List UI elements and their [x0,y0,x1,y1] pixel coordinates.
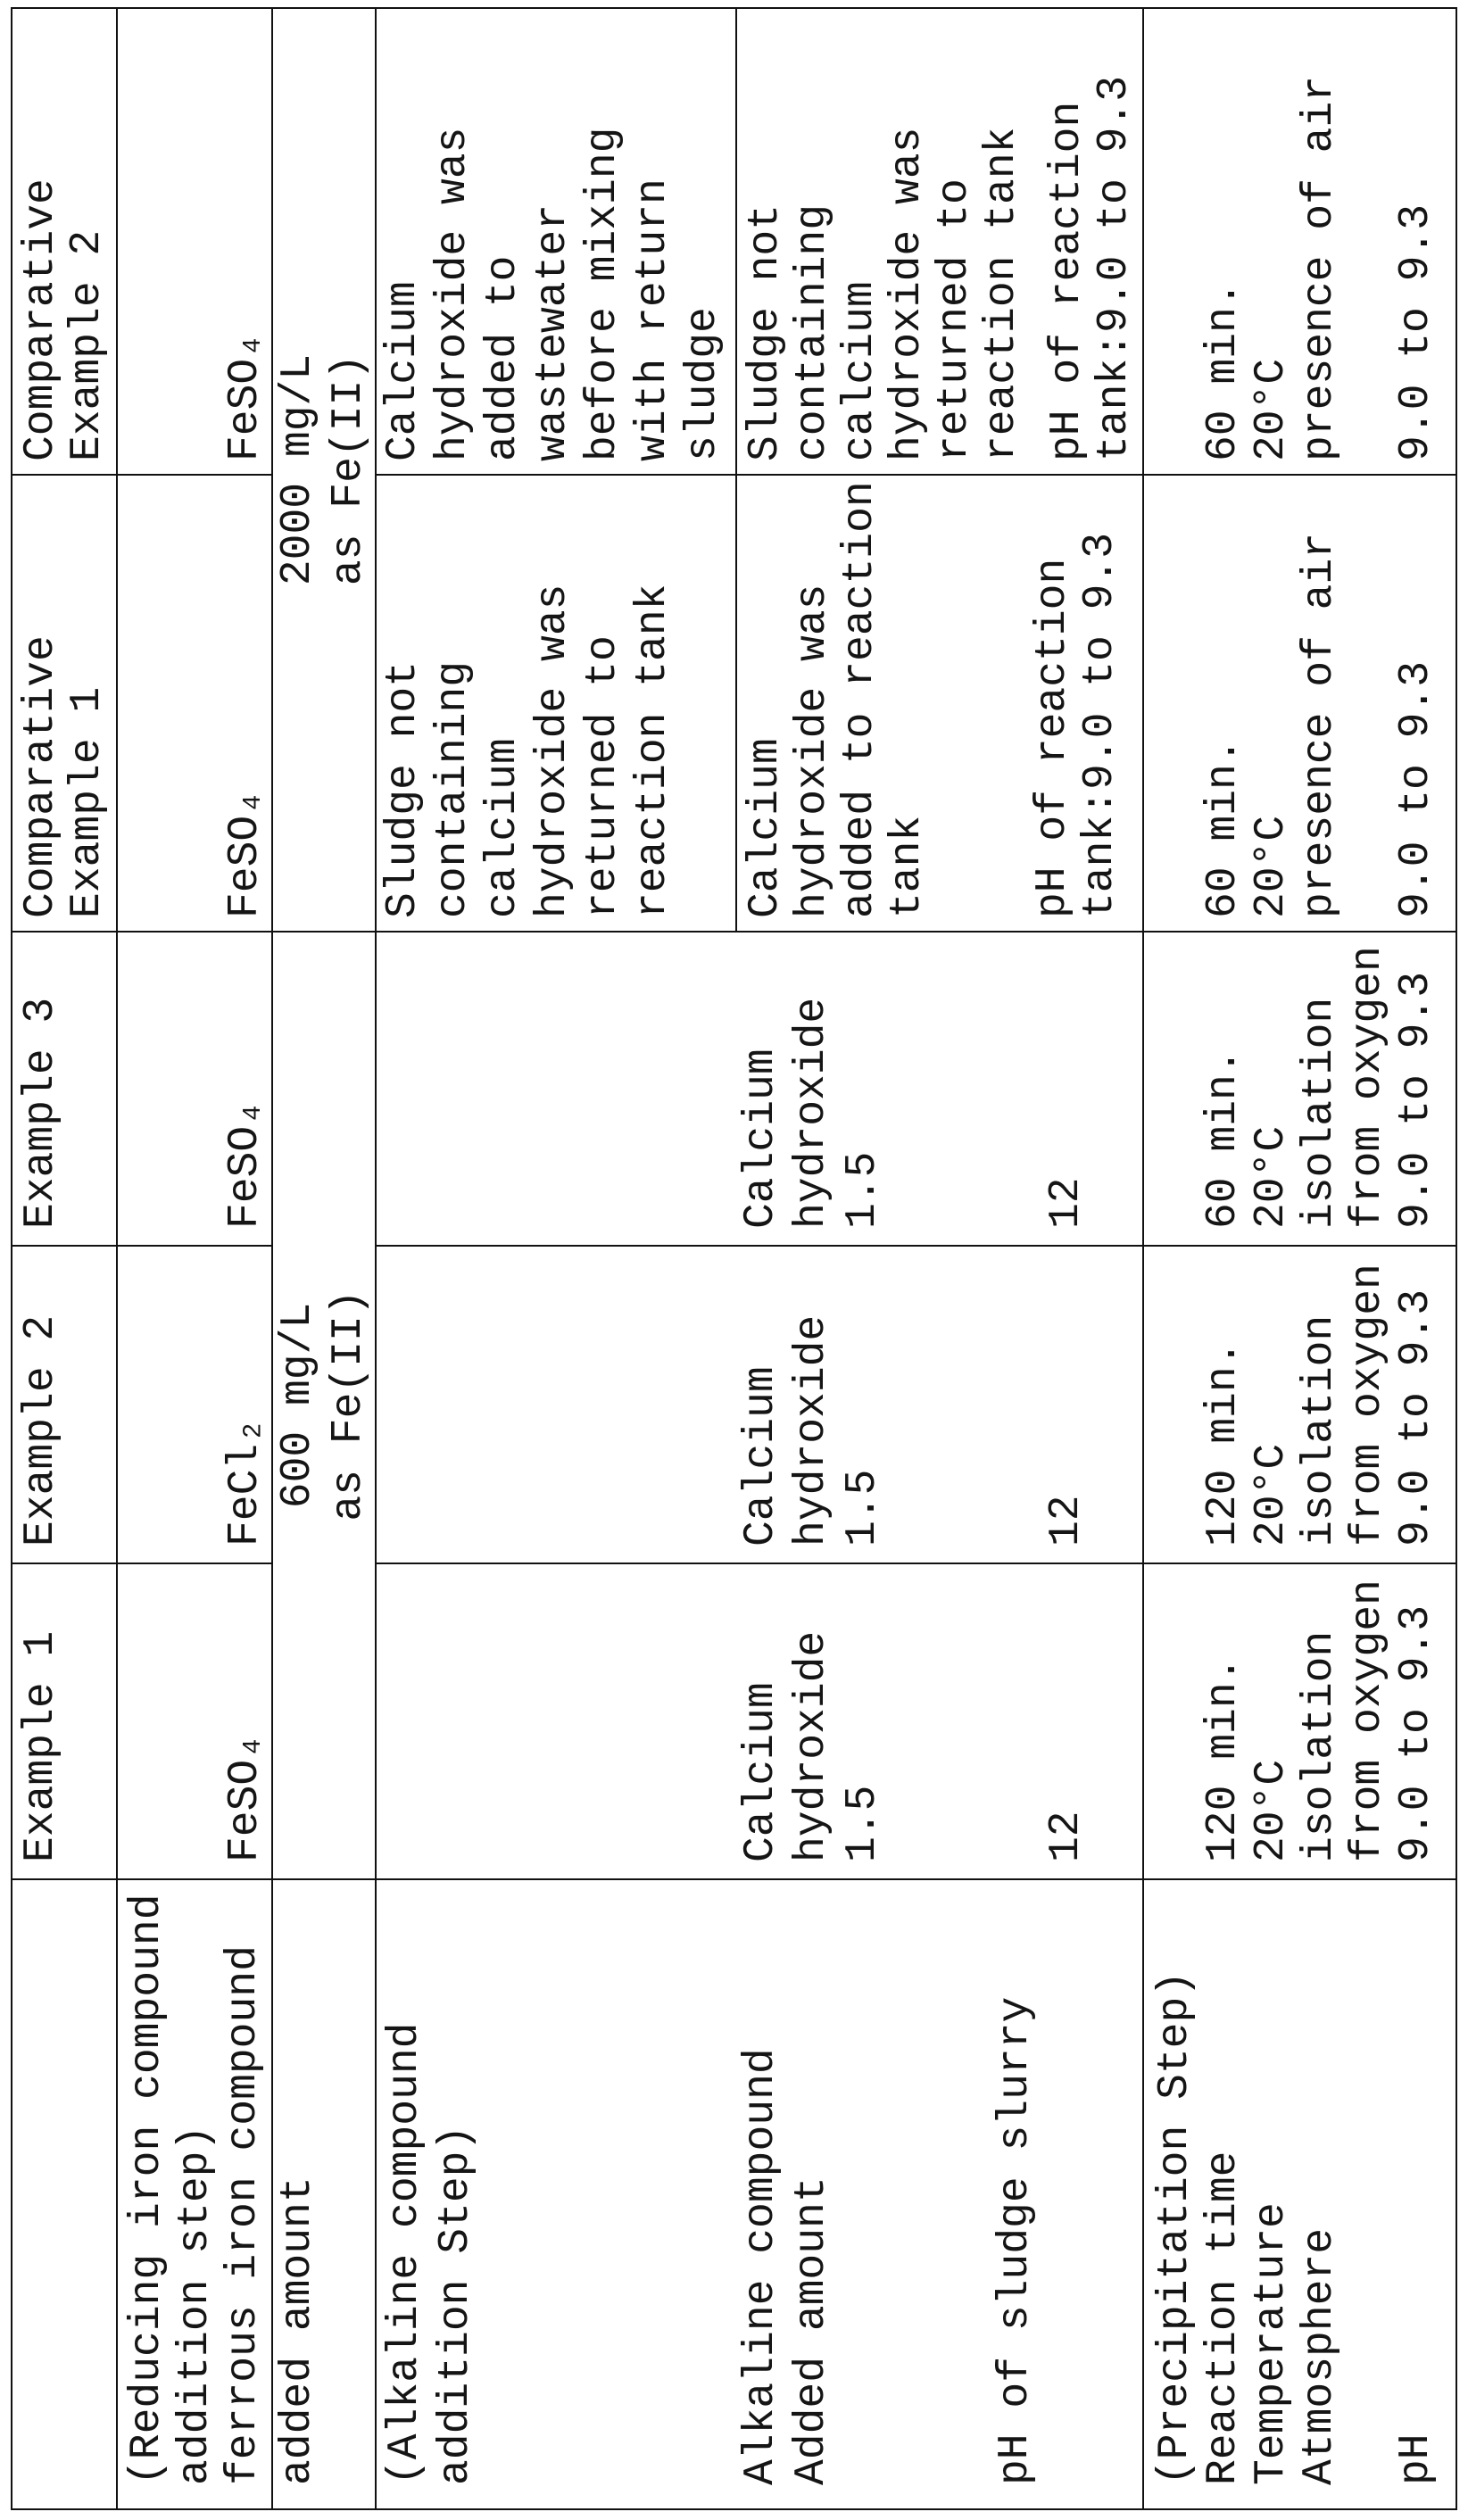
ferrous-compound-label: ferrous iron compound [220,1880,268,2485]
ph-label: pH [1392,1880,1440,2485]
alkaline-compound: Calcium hydroxide [736,933,838,1229]
header-example-1: Example 1 [11,1564,116,1880]
comparative-2-alkali-addition: Calcium hydroxide was added to wastewater before mixing with return sludge [375,9,735,476]
alkaline-amount: 1.5 [838,933,889,1229]
reaction-tank-ph: pH of reaction tank:9.0 to 9.3 [1044,9,1139,461]
rotated-page [0,0,1468,2520]
alkaline-step-label [375,1880,1142,2510]
reducing-step-label [116,1880,271,2510]
temperature: 20°C [1248,1564,1296,1862]
compound-example-3 [116,933,271,1247]
reducing-step-heading: (Reducing iron compound addition step) [123,1880,220,2485]
alkaline-example-3 [375,933,1142,1247]
sludge-ph: 12 [1041,1564,1092,1862]
amount-examples: 600 mg/L as Fe(II) [271,933,375,1880]
alkaline-compound: Calcium hydroxide [736,1247,838,1546]
atmosphere: presence of air [1296,476,1344,918]
sludge-ph-label: pH of sludge slurry [991,1880,1041,2485]
ph: 9.0 to 9.3 [1392,933,1440,1229]
alkaline-example-1 [375,1564,1142,1880]
comparative-1-sludge-return: Sludge not containing calcium hydroxide was returned to reaction tank [375,476,735,933]
precipitation-example-2 [1142,1247,1456,1564]
alkaline-amount: 1.5 [838,1247,889,1546]
conditions-table [11,7,1457,2510]
alkaline-compound-label: Alkaline compound [736,1880,787,2485]
added-amount-label: added amount [271,1880,375,2510]
precipitation-comparative-2 [1142,9,1456,476]
reaction-time: 120 min. [1199,1564,1248,1862]
compound-value: FeCl₂ [220,1247,271,1546]
reaction-time: 60 min. [1199,9,1248,461]
precipitation-comparative-1 [1142,476,1456,933]
alkaline-amount: 1.5 [838,1564,889,1862]
header-comparative-2: Comparative Example 2 [11,9,116,476]
alkaline-amount-label: Added amount [787,1880,838,2485]
compound-value: FeSO₄ [220,933,271,1229]
temperature-label: Temperature [1248,1880,1296,2485]
atmosphere: isolation from oxygen [1296,1564,1392,1862]
sludge-ph: 12 [1041,1247,1092,1546]
reaction-time: 120 min. [1199,1247,1248,1546]
header-example-2: Example 2 [11,1247,116,1564]
comparative-2-sludge-return [735,9,1142,476]
reaction-time: 60 min. [1199,476,1248,918]
header-example-3: Example 3 [11,933,116,1247]
compound-value: FeSO₄ [220,9,271,461]
compound-comparative-1 [116,476,271,933]
ph: 9.0 to 9.3 [1392,1564,1440,1862]
precipitation-example-3 [1142,933,1456,1247]
precipitation-step-label [1142,1880,1456,2510]
amount-comparative: 2000 mg/L as Fe(II) [271,9,375,933]
reaction-time: 60 min. [1199,933,1248,1229]
precipitation-example-1 [1142,1564,1456,1880]
alkaline-compound: Calcium hydroxide [736,1564,838,1862]
atmosphere: isolation from oxygen [1296,1247,1392,1546]
ph: 9.0 to 9.3 [1392,1247,1440,1546]
sludge-return-text: Sludge not containing calcium hydroxide was returned to reaction tank [742,9,1026,461]
temperature: 20°C [1248,9,1296,461]
compound-example-1 [116,1564,271,1880]
temperature: 20°C [1248,1247,1296,1546]
compound-comparative-2 [116,9,271,476]
compound-value: FeSO₄ [220,1564,271,1862]
sludge-ph: 12 [1041,933,1092,1229]
reaction-tank-ph: pH of reaction tank:9.0 to 9.3 [1030,476,1124,918]
temperature: 20°C [1248,933,1296,1229]
alkaline-example-2 [375,1247,1142,1564]
header-comparative-1: Comparative Example 1 [11,476,116,933]
corner-cell [11,1880,116,2510]
atmosphere: presence of air [1296,9,1344,461]
atmosphere-label: Atmosphere [1296,1880,1344,2485]
compound-value: FeSO₄ [220,476,271,918]
precipitation-step-heading: (Precipitation Step) [1151,1880,1199,2485]
ph: 9.0 to 9.3 [1392,476,1440,918]
temperature: 20°C [1248,476,1296,918]
compound-example-2 [116,1247,271,1564]
comparative-1-alkali-addition [735,476,1142,933]
alkaline-step-heading: (Alkaline compound addition Step) [380,1880,482,2485]
alkali-addition-text: Calcium hydroxide was added to reaction tank [742,476,932,918]
atmosphere: isolation from oxygen [1296,933,1392,1229]
ph: 9.0 to 9.3 [1392,9,1440,461]
reaction-time-label: Reaction time [1199,1880,1248,2485]
